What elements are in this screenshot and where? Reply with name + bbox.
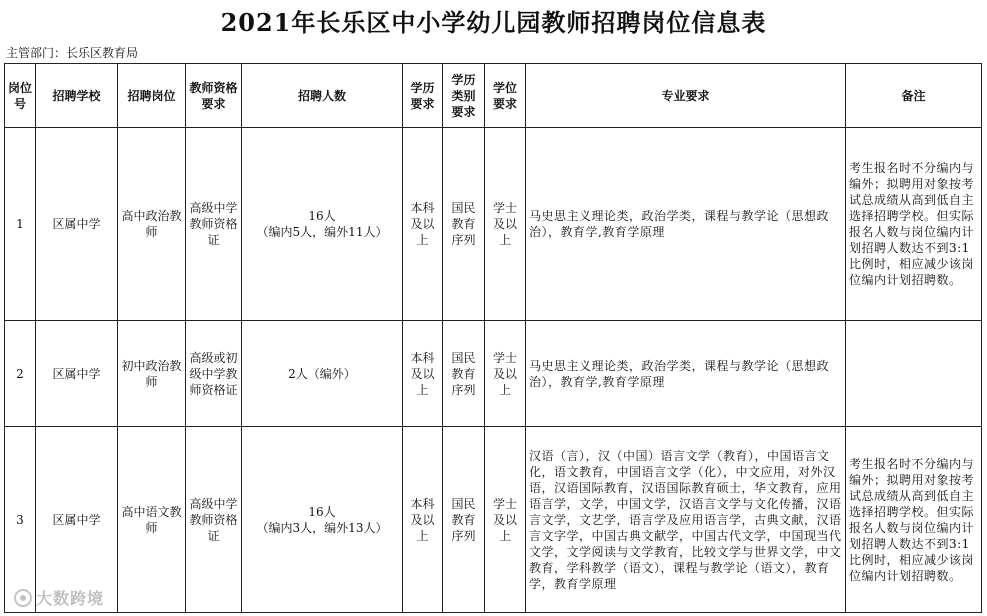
header-count: 招聘人数 xyxy=(242,64,403,128)
cell-count xyxy=(242,427,403,613)
header-remark: 备注 xyxy=(846,64,982,128)
cell-degree: 学士及以上 xyxy=(485,128,526,321)
header-post-no: 岗位号 xyxy=(5,64,36,128)
cell-major: 马史思主义理论类，政治学类，课程与教学论（思想政治），教育学,教育学原理 xyxy=(526,128,846,321)
logo-circle-icon xyxy=(14,589,32,607)
cell-degree: 学士及以上 xyxy=(485,427,526,613)
cell-qualification: 高级中学教师资格证 xyxy=(186,427,242,613)
cell-qualification: 高级中学教师资格证 xyxy=(186,128,242,321)
cell-education: 本科及以上 xyxy=(403,128,443,321)
cell-remark xyxy=(846,321,982,427)
cell-position: 高中语文教师 xyxy=(118,427,186,613)
cell-major: 马史思主义理论类，政治学类，课程与教学论（思想政治），教育学,教育学原理 xyxy=(526,321,846,427)
header-qualification: 教师资格要求 xyxy=(186,64,242,128)
cell-position: 高中政治教师 xyxy=(118,128,186,321)
count-total: 16人 xyxy=(308,209,336,223)
cell-post-no: 1 xyxy=(5,128,36,321)
cell-edu-type: 国民教育序列 xyxy=(443,427,485,613)
header-school: 招聘学校 xyxy=(36,64,118,128)
recruitment-table xyxy=(4,63,982,613)
cell-school: 区属中学 xyxy=(36,321,118,427)
cell-count xyxy=(242,321,403,427)
cell-post-no: 3 xyxy=(5,427,36,613)
department-label: 主管部门：长乐区教育局 xyxy=(6,46,139,60)
cell-qualification: 高级或初级中学教师资格证 xyxy=(186,321,242,427)
cell-edu-type: 国民教育序列 xyxy=(443,321,485,427)
table-row xyxy=(5,321,982,427)
cell-school: 区属中学 xyxy=(36,427,118,613)
page-title: 2021年长乐区中小学幼儿园教师招聘岗位信息表 xyxy=(220,8,767,37)
cell-major: 汉语（言），汉（中国）语言文学（教育），中国语言文化，语文教育，中国语言文学（化），中文应用，对外汉语，汉语国际教育，汉语国际教育硕士，华文教育，应用语言学，文学，中国文学，汉语言文学与文化传播，汉语言文学，文艺学，语言学及应用语言学，古典文献，汉语言文字学，中国古典文献学，中国古代文学，中国现当代文学，文学阅读与文学教育，比较文学与世界文学，中文教育，学科教学（语文），课程与教学论（语文），教育学，教育学原理 xyxy=(526,427,846,613)
cell-edu-type: 国民教育序列 xyxy=(443,128,485,321)
header-edu-type: 学历类别要求 xyxy=(443,64,485,128)
table-row xyxy=(5,427,982,613)
header-major: 专业要求 xyxy=(526,64,846,128)
table-row xyxy=(5,128,982,321)
count-total: 16人 xyxy=(308,504,336,519)
count-detail: （编内5人，编外11人） xyxy=(256,225,388,239)
header-degree: 学位要求 xyxy=(485,64,526,128)
cell-education: 本科及以上 xyxy=(403,427,443,613)
table-header-row xyxy=(5,64,982,128)
cell-position: 初中政治教师 xyxy=(118,321,186,427)
header-position: 招聘岗位 xyxy=(118,64,186,128)
cell-degree: 学士及以上 xyxy=(485,321,526,427)
watermark-text: 大数跨境 xyxy=(36,589,105,608)
header-education: 学历要求 xyxy=(403,64,443,128)
cell-education: 本科及以上 xyxy=(403,321,443,427)
cell-count xyxy=(242,128,403,321)
cell-remark: 考生报名时不分编内与编外；拟聘用对象按考试总成绩从高到低自主选择招聘学校。但实际报名人数与岗位编内计划招聘人数达不到3:1比例时，相应减少该岗位编内计划招聘数。 xyxy=(846,128,982,321)
count-detail: （编内3人，编外13人） xyxy=(256,520,388,535)
cell-school: 区属中学 xyxy=(36,128,118,321)
watermark xyxy=(14,586,104,609)
cell-remark: 考生报名时不分编内与编外；拟聘用对象按考试总成绩从高到低自主选择招聘学校。但实际报名人数与岗位编内计划招聘人数达不到3:1比例时，相应减少该岗位编内计划招聘数。 xyxy=(846,427,982,613)
count-total: 2人（编外） xyxy=(288,366,356,381)
cell-post-no: 2 xyxy=(5,321,36,427)
